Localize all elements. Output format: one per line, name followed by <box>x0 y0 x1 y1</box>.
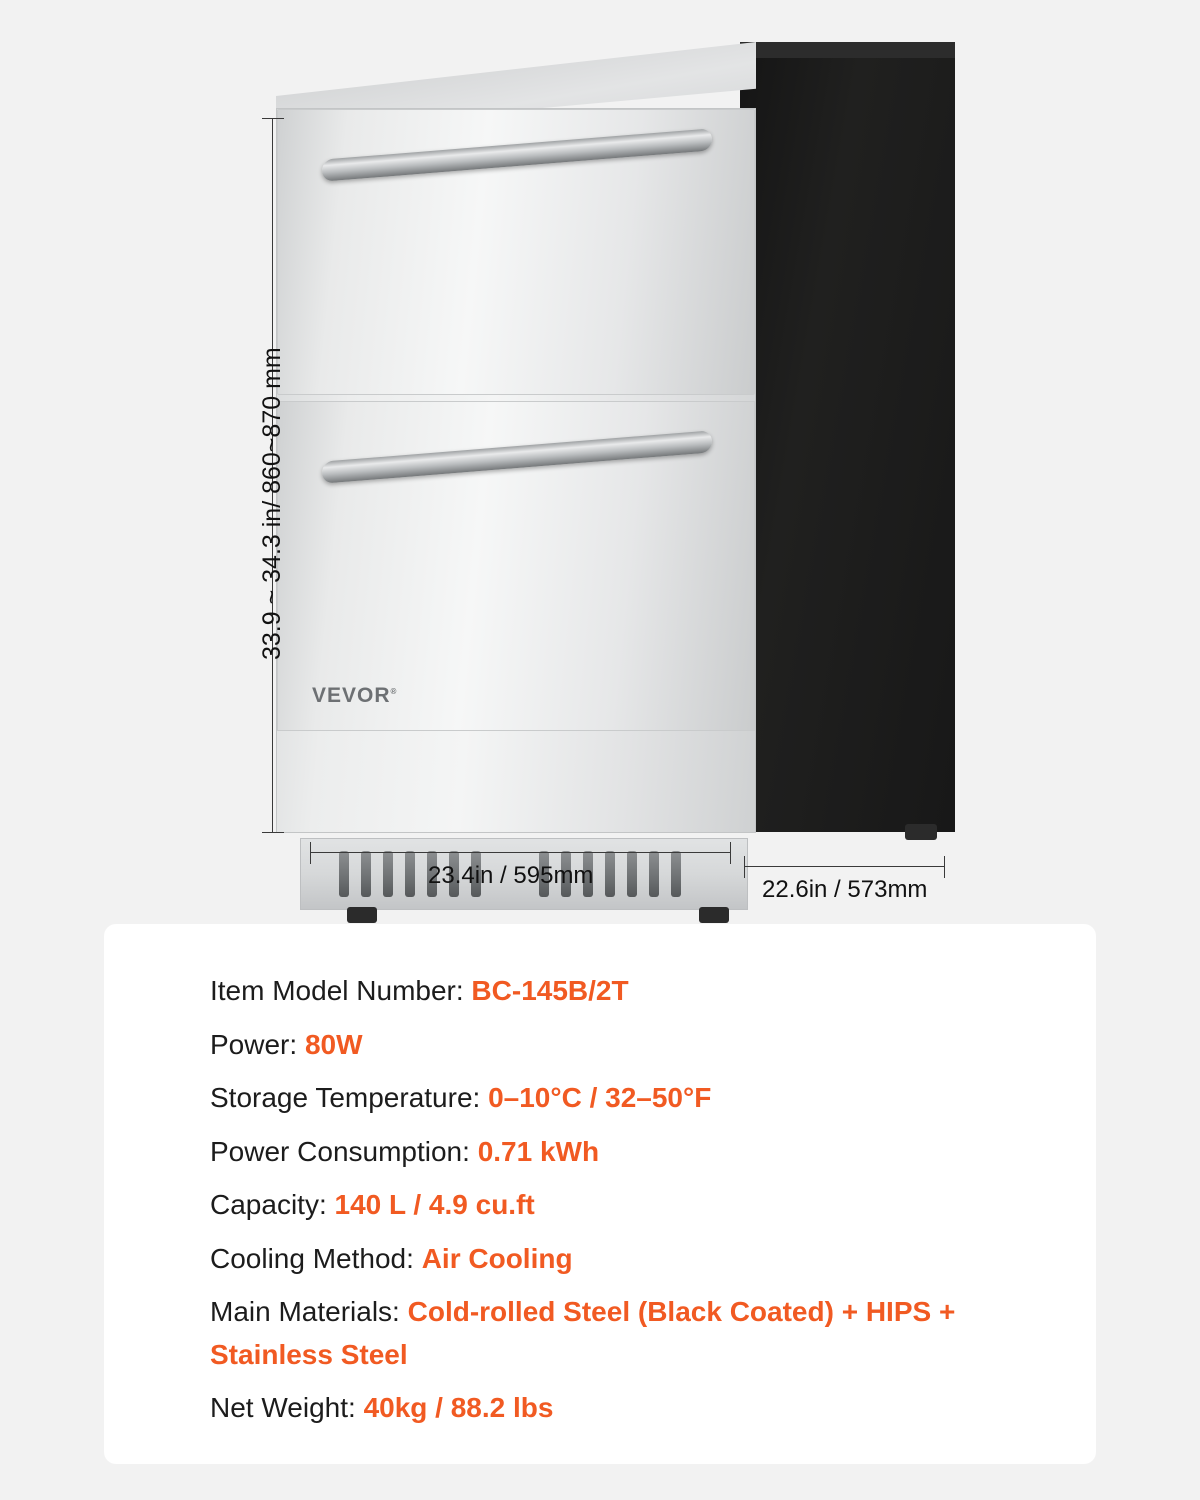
spec-label-storage-temperature: Storage Temperature: <box>210 1082 481 1114</box>
width-tick-left <box>310 842 311 864</box>
spec-value-model: BC-145B/2T <box>471 975 629 1006</box>
brand-logo-mark: ® <box>390 687 398 696</box>
front-frame <box>276 108 756 833</box>
upper-drawer-handle <box>322 128 712 181</box>
height-tick-top <box>262 118 284 119</box>
spec-value-net-weight: 40kg / 88.2 lbs <box>363 1392 554 1424</box>
spec-row-power <box>210 1024 1096 1067</box>
lower-drawer-handle <box>322 430 712 483</box>
spec-value-cooling-method: Air Cooling <box>421 1242 573 1274</box>
spec-value-capacity: 140 L / 4.9 cu.ft <box>334 1189 535 1221</box>
width-tick-right <box>730 842 731 864</box>
spec-row-power-consumption <box>210 1131 1096 1174</box>
lower-drawer <box>277 401 755 731</box>
spec-row-model <box>210 970 1096 1013</box>
spec-value-power: 80W <box>304 1028 363 1060</box>
spec-label-model: Item Model Number: <box>210 975 464 1006</box>
cabinet-body-side <box>740 42 955 832</box>
spec-row-capacity <box>210 1184 1096 1227</box>
brand-logo-text: VEVOR <box>312 684 391 707</box>
width-dimension-label: 23.4in / 595mm <box>428 862 594 889</box>
spec-label-cooling-method: Cooling Method: <box>210 1242 414 1274</box>
height-dimension-label: 33.9 ~ 34.3 in/ 860~870 mm <box>258 347 286 660</box>
spec-value-main-materials: Cold-rolled Steel (Black Coated) + HIPS + Stainless Steel <box>210 1296 956 1370</box>
depth-dimension-line <box>744 866 944 867</box>
spec-label-net-weight: Net Weight: <box>210 1392 356 1424</box>
spec-label-main-materials: Main Materials: <box>210 1296 400 1328</box>
spec-row-storage-temperature <box>210 1077 1096 1120</box>
leveling-foot-rear <box>905 824 937 840</box>
spec-row-main-materials <box>210 1291 1070 1376</box>
spec-value-storage-temperature: 0–10°C / 32–50°F <box>488 1082 712 1114</box>
spec-value-power-consumption: 0.71 kWh <box>477 1135 600 1167</box>
spec-row-cooling-method <box>210 1238 1096 1281</box>
cabinet-body-top-edge <box>740 42 955 58</box>
brand-logo <box>312 684 397 708</box>
upper-drawer <box>277 109 755 395</box>
height-tick-bottom <box>262 832 284 833</box>
depth-tick-left <box>744 856 745 878</box>
spec-label-capacity: Capacity: <box>210 1189 327 1221</box>
specification-card <box>104 924 1096 1464</box>
depth-dimension-label: 22.6in / 573mm <box>762 876 928 903</box>
depth-tick-right <box>944 856 945 878</box>
width-dimension-line <box>310 852 730 853</box>
spec-label-power-consumption: Power Consumption: <box>210 1135 470 1167</box>
spec-row-net-weight <box>210 1387 1096 1430</box>
leveling-foot-right <box>699 907 729 923</box>
leveling-foot-left <box>347 907 377 923</box>
spec-label-power: Power: <box>210 1028 298 1060</box>
